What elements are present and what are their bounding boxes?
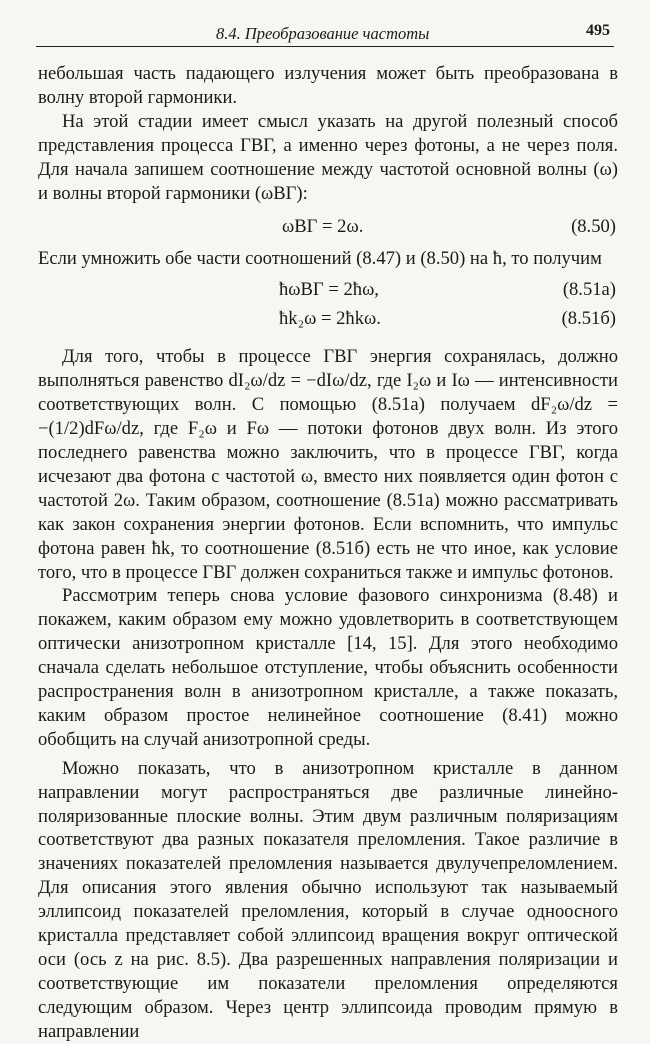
page-number: 495 <box>586 22 610 39</box>
paragraph-5: Рассмотрим теперь снова условие фазового синхронизма (8.48) и покажем, каким образом ему можно удовлетворить в соответствующем оптически анизотропном кристалле [14, 15]. Для этого необходимо сначала сделать небольшое отступление, чтобы объяснить особенности распространения волн в анизотропном кристалле, а также показать, каким образом простое нелинейное соотношение (8.41) можно обобщить на случай анизотропной среды. <box>38 585 618 750</box>
equation-8-51a <box>38 275 618 304</box>
equation-8-50 <box>38 212 618 241</box>
equation-number: (8.51б) <box>561 308 616 330</box>
paragraph-4: Для того, чтобы в процессе ГВГ энергия сохранялась, должно выполняться равенство dI₂ω/dz = −dIω/dz, где I₂ω и Iω — интенсивности соответствующих волн. С помощью (8.51а) получаем dF₂ω/dz = −(1/2)dFω/dz, где F₂ω и Fω — потоки фотонов двух волн. Из этого последнего равенства можно заключить, что в процессе ГВГ, когда исчезают два фотона с частотой ω, вместо них появляется один фотон с частотой 2ω. Таким образом, соотношение (8.51а) можно рассматривать как закон сохранения энергии фотонов. Если вспомнить, что импульс фотона равен ħk, то соотношение (8.51б) есть не что иное, как условие того, что в процессе ГВГ должен сохраниться также и импульс фотонов. <box>38 346 618 583</box>
page-body <box>38 62 618 1044</box>
paragraph-3: Если умножить обе части соотношений (8.47) и (8.50) на ħ, то получим <box>38 248 602 270</box>
equation-formula: ħωВГ = 2ħω, <box>279 279 379 301</box>
equation-number: (8.51а) <box>562 279 616 301</box>
equation-number: (8.50) <box>571 216 616 238</box>
equation-formula: ħk₂ω = 2ħkω. <box>279 308 381 330</box>
paragraph-2: На этой стадии имеет смысл указать на другой полезный способ представления процесса ГВГ, а именно через фотоны, а не через поля. Для начала запишем соотношение между частотой основной волны (ω) и волны второй гармоники (ωВГ): <box>38 110 618 204</box>
running-title: 8.4. Преобразование частоты <box>216 24 430 43</box>
paragraph-6: Можно показать, что в анизотропном кристалле в данном направлении могут распространяться две различные линейно-поляризованные плоские волны. Этим двум различным поляризациям соответствуют два разных показателя преломления. Такое различие в значениях показателей преломления называется двулучепреломлением. Для описания этого явления обычно используют так называемый эллипсоид показателей преломления, который в случае одноосного кристалла представляет собой эллипсоид вращения вокруг оптической оси (ось z на рис. 8.5). Два разрешенных направления поляризации и соответствующие им показатели преломления определяются следующим образом. Через центр эллипсоида проводим прямую в направлении <box>38 757 618 1042</box>
page-header <box>36 20 614 47</box>
equation-8-51b <box>38 304 618 333</box>
paragraph-1: небольшая часть падающего излучения может быть преобразована в волну второй гармоники. <box>38 63 618 108</box>
equation-formula: ωВГ = 2ω. <box>282 216 364 238</box>
